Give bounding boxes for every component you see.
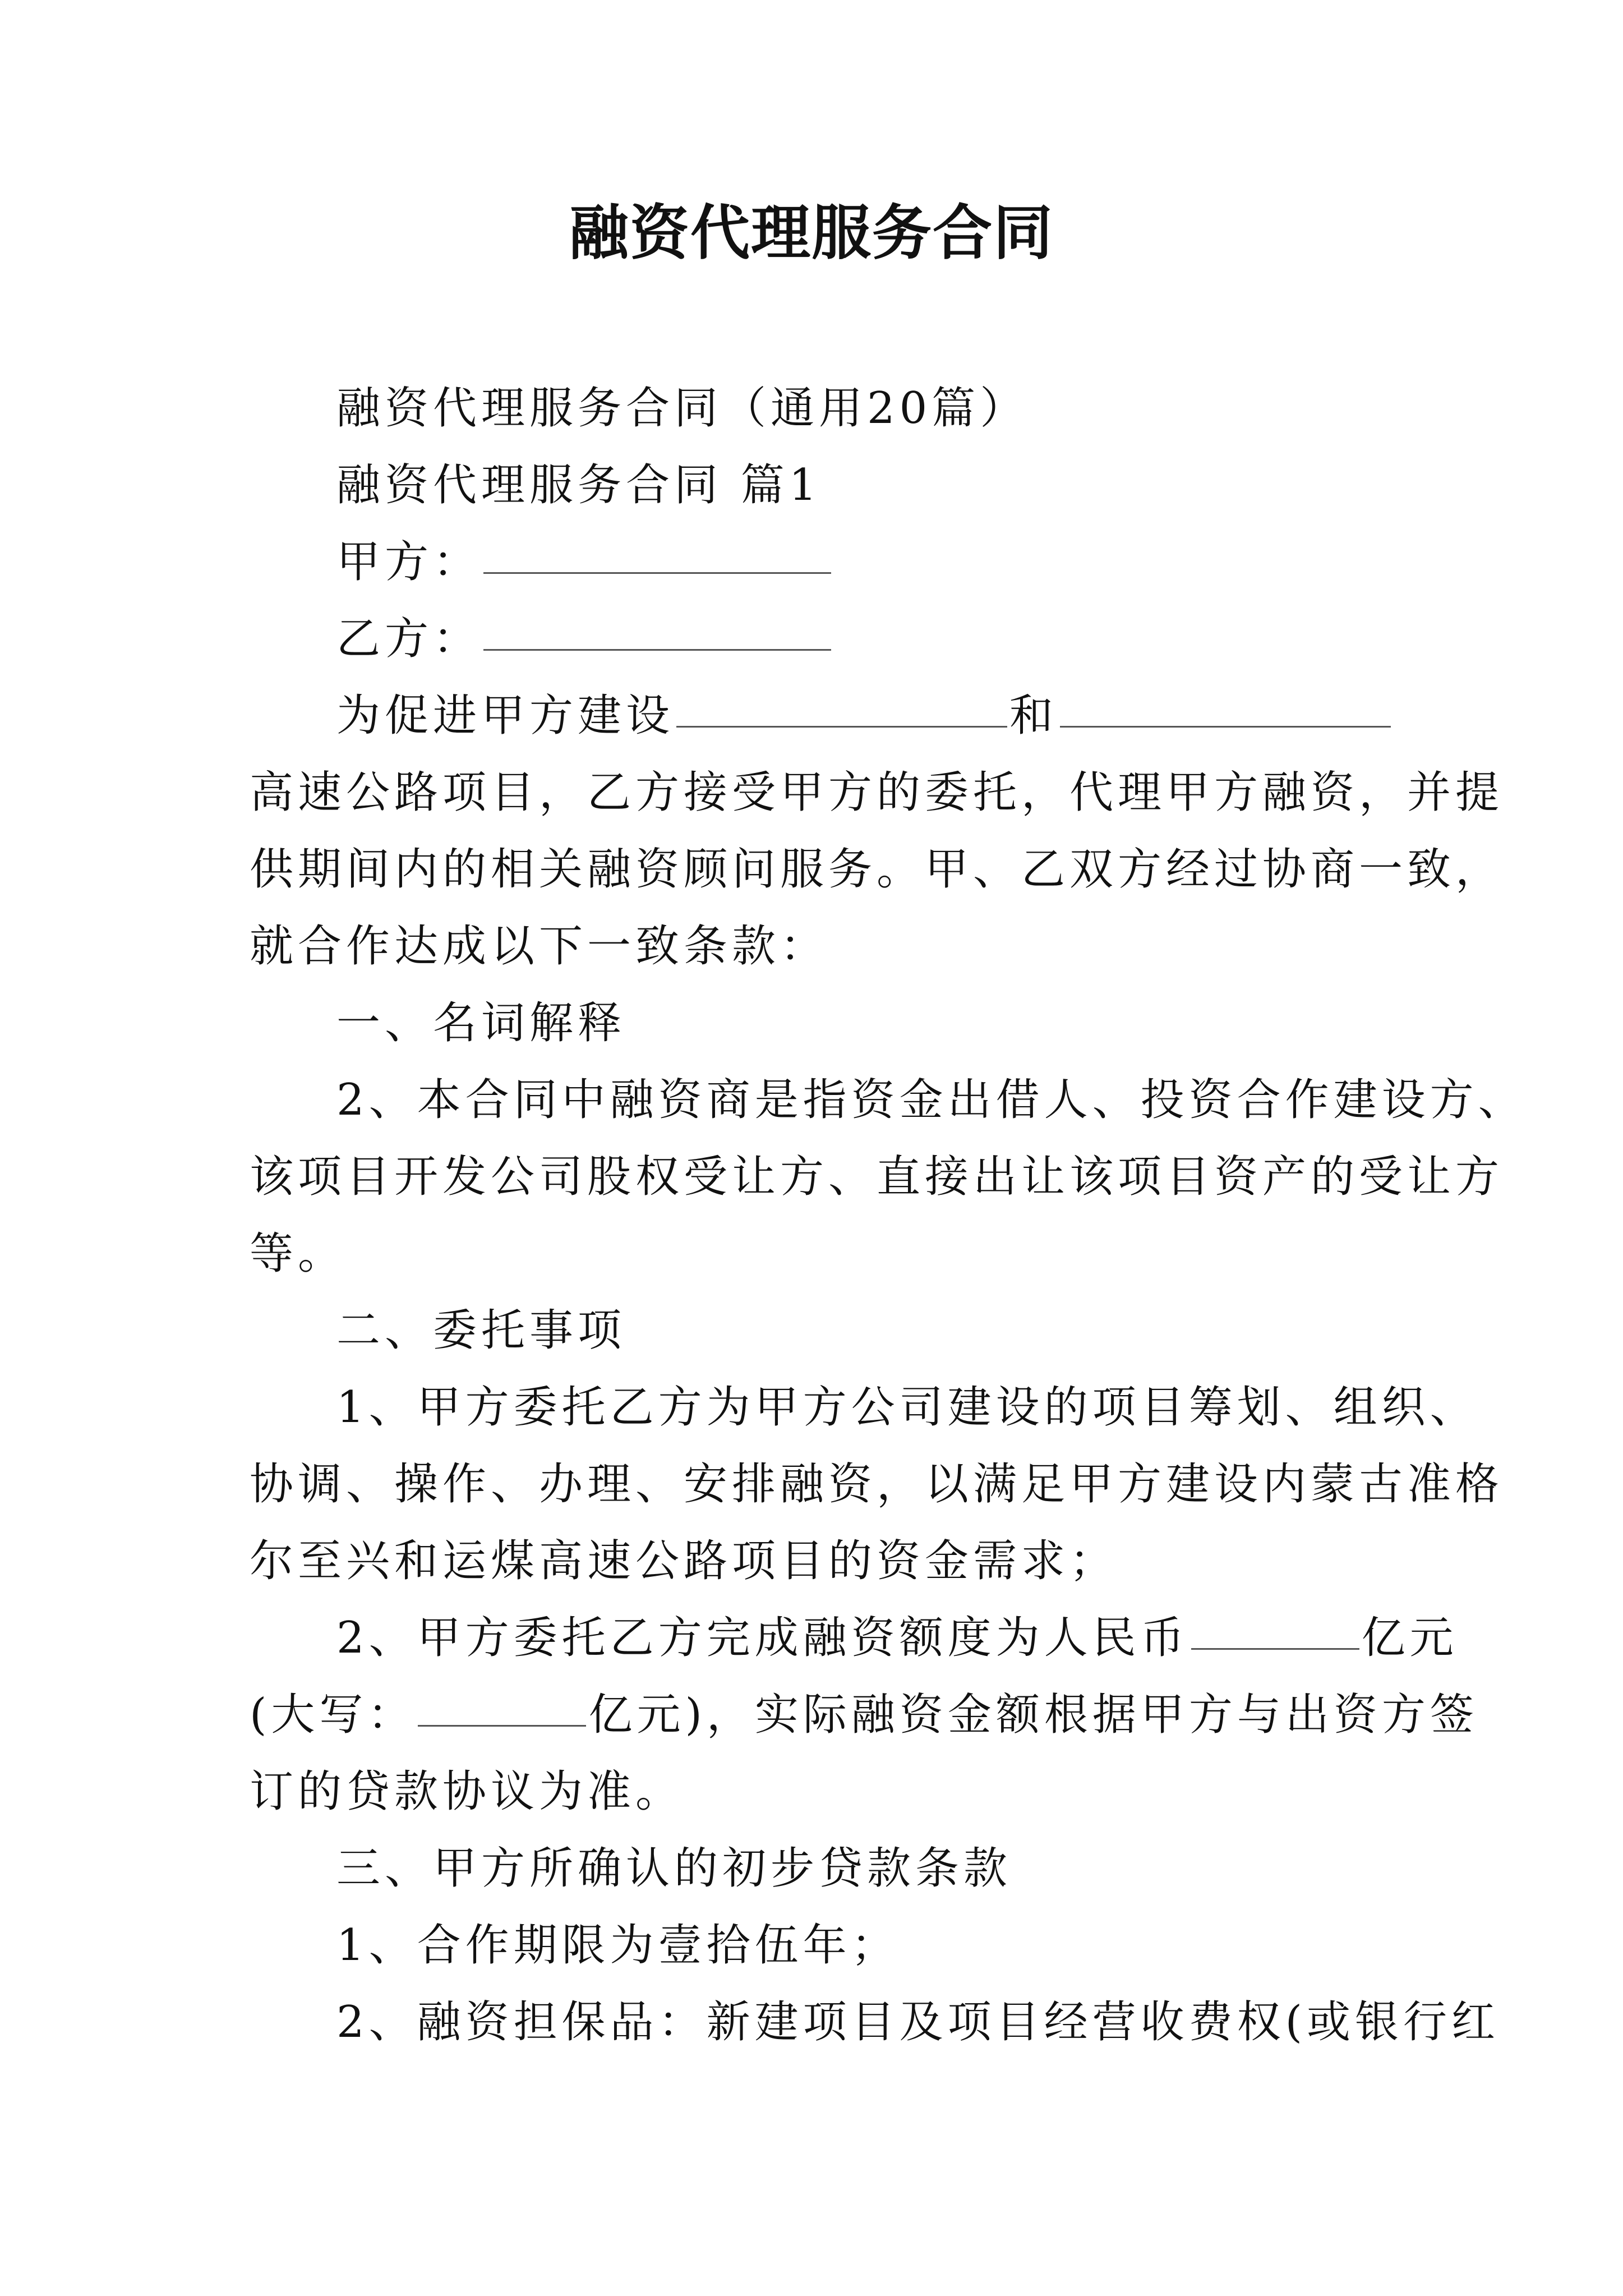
section-2-item-2-line-3: 订的贷款协议为准。: [250, 1766, 684, 1817]
intro-line-3: 供期间内的相关融资顾问服务。甲、乙双方经过协商一致，: [250, 844, 1504, 895]
section-1-item-2-line-3: 等。: [250, 1228, 347, 1279]
party-b-label: 乙方：: [336, 614, 482, 664]
section-2-item-2-line-2: [250, 1677, 1478, 1753]
intro-text-middle: 和: [1009, 691, 1058, 741]
section-3-heading: 三、甲方所确认的初步贷款条款: [336, 1843, 1012, 1894]
amount-unit: 亿元: [1361, 1613, 1458, 1663]
capital-amount-blank: [418, 1677, 586, 1727]
section-3-item-1: 1、合作期限为壹拾伍年；: [336, 1920, 900, 1971]
document-subtitle: 融资代理服务合同（通用20篇）: [336, 383, 1029, 434]
project-blank-1: [676, 678, 1007, 728]
intro-line-4: 就合作达成以下一致条款：: [250, 921, 829, 972]
party-a-label: 甲方：: [336, 537, 482, 587]
section-2-item-1-line-1: 1、甲方委托乙方为甲方公司建设的项目筹划、组织、: [336, 1382, 1478, 1433]
intro-line-2: 高速公路项目，乙方接受甲方的委托，代理甲方融资，并提: [250, 767, 1504, 818]
section-3-item-2: 2、融资担保品：新建项目及项目经营收费权(或银行红: [336, 1997, 1500, 2047]
party-b-line: [336, 601, 1399, 677]
intro-text-before: 为促进甲方建设: [336, 691, 675, 741]
capital-amount-label: (大写：: [250, 1690, 416, 1740]
section-2-item-2-line-1: [336, 1600, 1458, 1676]
section-2-item-1-line-2: 协调、操作、办理、安排融资，以满足甲方建设内蒙古准格: [250, 1459, 1504, 1510]
section-1-item-2-line-2: 该项目开发公司股权受让方、直接出让该项目资产的受让方: [250, 1152, 1504, 1202]
intro-line-1: [336, 678, 1399, 754]
party-a-line: [336, 524, 1399, 600]
part-heading: 融资代理服务合同 篇1: [336, 460, 822, 510]
document-title: 融资代理服务合同: [569, 197, 1054, 268]
amount-text-before: 2、甲方委托乙方完成融资额度为人民币: [336, 1613, 1189, 1663]
section-1-heading: 一、名词解释: [336, 998, 626, 1048]
amount-blank: [1191, 1600, 1359, 1650]
capital-amount-after: 亿元)，实际融资金额根据甲方与出资方签: [588, 1690, 1478, 1740]
project-blank-2: [1060, 678, 1391, 728]
section-2-item-1-line-3: 尔至兴和运煤高速公路项目的资金需求；: [250, 1536, 1118, 1586]
section-1-item-2-line-1: 2、本合同中融资商是指资金出借人、投资合作建设方、: [336, 1075, 1527, 1125]
party-b-blank: [483, 601, 831, 651]
section-2-heading: 二、委托事项: [336, 1305, 626, 1356]
party-a-blank: [483, 524, 831, 574]
